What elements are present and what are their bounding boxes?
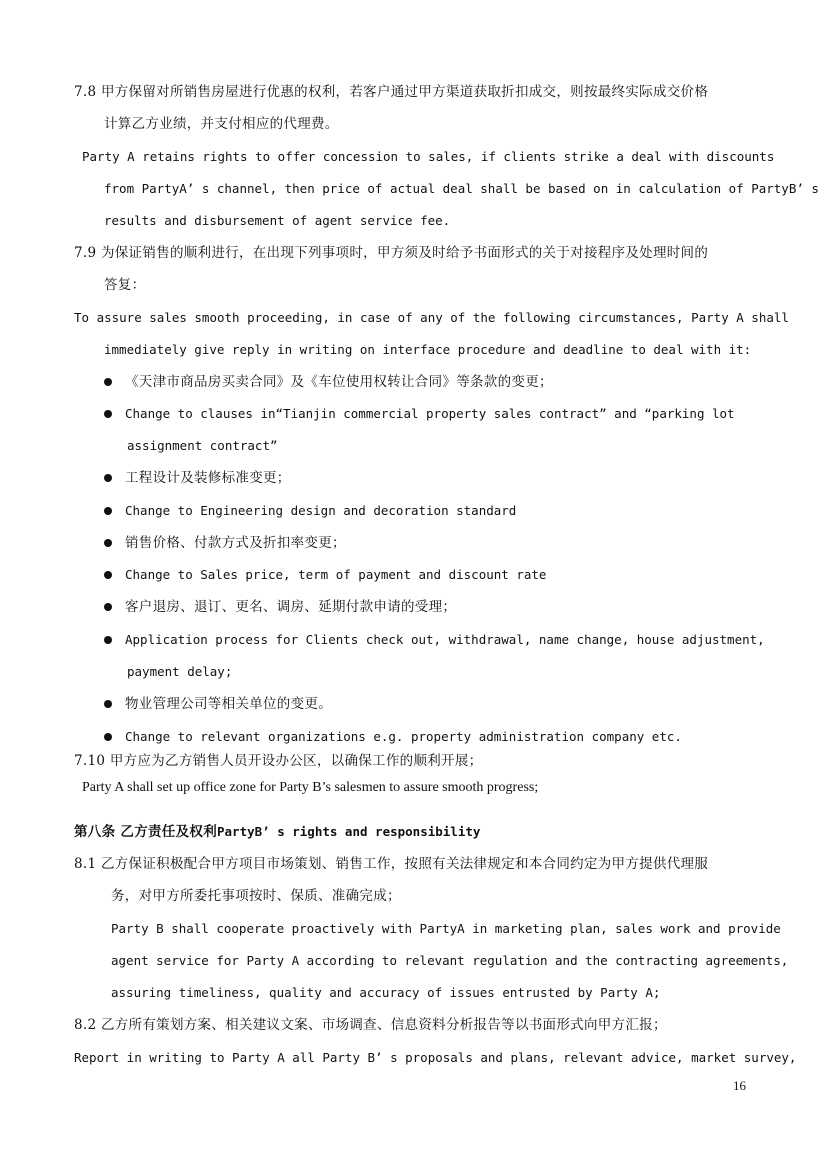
bullet-dot xyxy=(104,603,112,611)
bullet-dot xyxy=(104,507,112,515)
clause-8-2-cn: 8.2 乙方所有策划方案、相关建议文案、市场调查、信息资料分析报告等以书面形式向甲方汇报； xyxy=(74,1017,667,1033)
bullet-item: Change to clauses in“Tianjin commercial property sales contract” and “parking lot xyxy=(125,406,735,421)
bullet-item: 《天津市商品房买卖合同》及《车位使用权转让合同》等条款的变更； xyxy=(125,374,553,390)
clause-7-8-cn-line-2: 计算乙方业绩，并支付相应的代理费。 xyxy=(104,116,339,132)
clause-7-8-en-line-1: Party A retains rights to offer concession to sales, if clients strike a deal with discounts xyxy=(82,149,775,164)
bullet-item-continuation: assignment contract” xyxy=(127,438,278,453)
clause-8-1-cn-line-2: 务，对甲方所委托事项按时、保质、准确完成； xyxy=(111,888,401,904)
bullet-dot xyxy=(104,539,112,547)
bullet-dot xyxy=(104,636,112,644)
bullet-dot xyxy=(104,733,112,741)
article-8-heading-cn: 第八条 乙方责任及权利 xyxy=(74,824,217,840)
bullet-dot xyxy=(104,378,112,386)
bullet-dot xyxy=(104,410,112,418)
clause-7-9-cn-line-1: 7.9 为保证销售的顺利进行，在出现下列事项时，甲方须及时给予书面形式的关于对接程序及处理时间的 xyxy=(74,245,709,261)
article-8-heading xyxy=(74,823,480,841)
bullet-item: Change to relevant organizations e.g. property administration company etc. xyxy=(125,729,682,744)
clause-7-8-cn-line-1: 7.8 甲方保留对所销售房屋进行优惠的权利，若客户通过甲方渠道获取折扣成交，则按最终实际成交价格 xyxy=(74,84,709,100)
clause-7-8-en-line-3: results and disbursement of agent service fee. xyxy=(104,213,451,228)
bullet-item: 销售价格、付款方式及折扣率变更； xyxy=(125,535,346,551)
clause-8-1-en-line-3: assuring timeliness, quality and accuracy of issues entrusted by Party A; xyxy=(111,985,661,1000)
clause-7-9-en-line-1: To assure sales smooth proceeding, in case of any of the following circumstances, Party A shall xyxy=(74,310,789,325)
clause-8-1-en-line-2: agent service for Party A according to relevant regulation and the contracting agreements, xyxy=(111,953,789,968)
page-number: 16 xyxy=(733,1078,746,1093)
bullet-item: Change to Engineering design and decoration standard xyxy=(125,503,517,518)
bullet-item-continuation: payment delay; xyxy=(127,664,233,679)
bullet-dot xyxy=(104,700,112,708)
bullet-item: 客户退房、退订、更名、调房、延期付款申请的受理； xyxy=(125,599,457,615)
bullet-item: 工程设计及装修标准变更； xyxy=(125,470,291,486)
clause-8-2-en: Report in writing to Party A all Party B’ s proposals and plans, relevant advice, market survey, xyxy=(74,1050,797,1065)
clause-7-10-cn: 7.10 甲方应为乙方销售人员开设办公区，以确保工作的顺利开展； xyxy=(74,753,483,769)
clause-8-1-en-line-1: Party B shall cooperate proactively with PartyA in marketing plan, sales work and provide xyxy=(111,921,781,936)
clause-7-8-en-line-2: from PartyA’ s channel, then price of actual deal shall be based on in calculation of PartyB’ s xyxy=(104,181,819,196)
bullet-dot xyxy=(104,474,112,482)
bullet-dot xyxy=(104,571,112,579)
clause-7-10-en: Party A shall set up office zone for Party B’s salesmen to assure smooth progress; xyxy=(82,780,539,795)
bullet-item: Application process for Clients check out, withdrawal, name change, house adjustment, xyxy=(125,632,765,647)
clause-7-9-cn-line-2: 答复： xyxy=(104,277,146,293)
clause-7-9-en-line-2: immediately give reply in writing on interface procedure and deadline to deal with it: xyxy=(104,342,752,357)
article-8-heading-en: PartyB’ s rights and responsibility xyxy=(217,824,481,839)
bullet-item: Change to Sales price, term of payment and discount rate xyxy=(125,567,547,582)
bullet-item: 物业管理公司等相关单位的变更。 xyxy=(125,696,332,712)
clause-8-1-cn-line-1: 8.1 乙方保证积极配合甲方项目市场策划、销售工作，按照有关法律规定和本合同约定为甲方提供代理服 xyxy=(74,856,709,872)
